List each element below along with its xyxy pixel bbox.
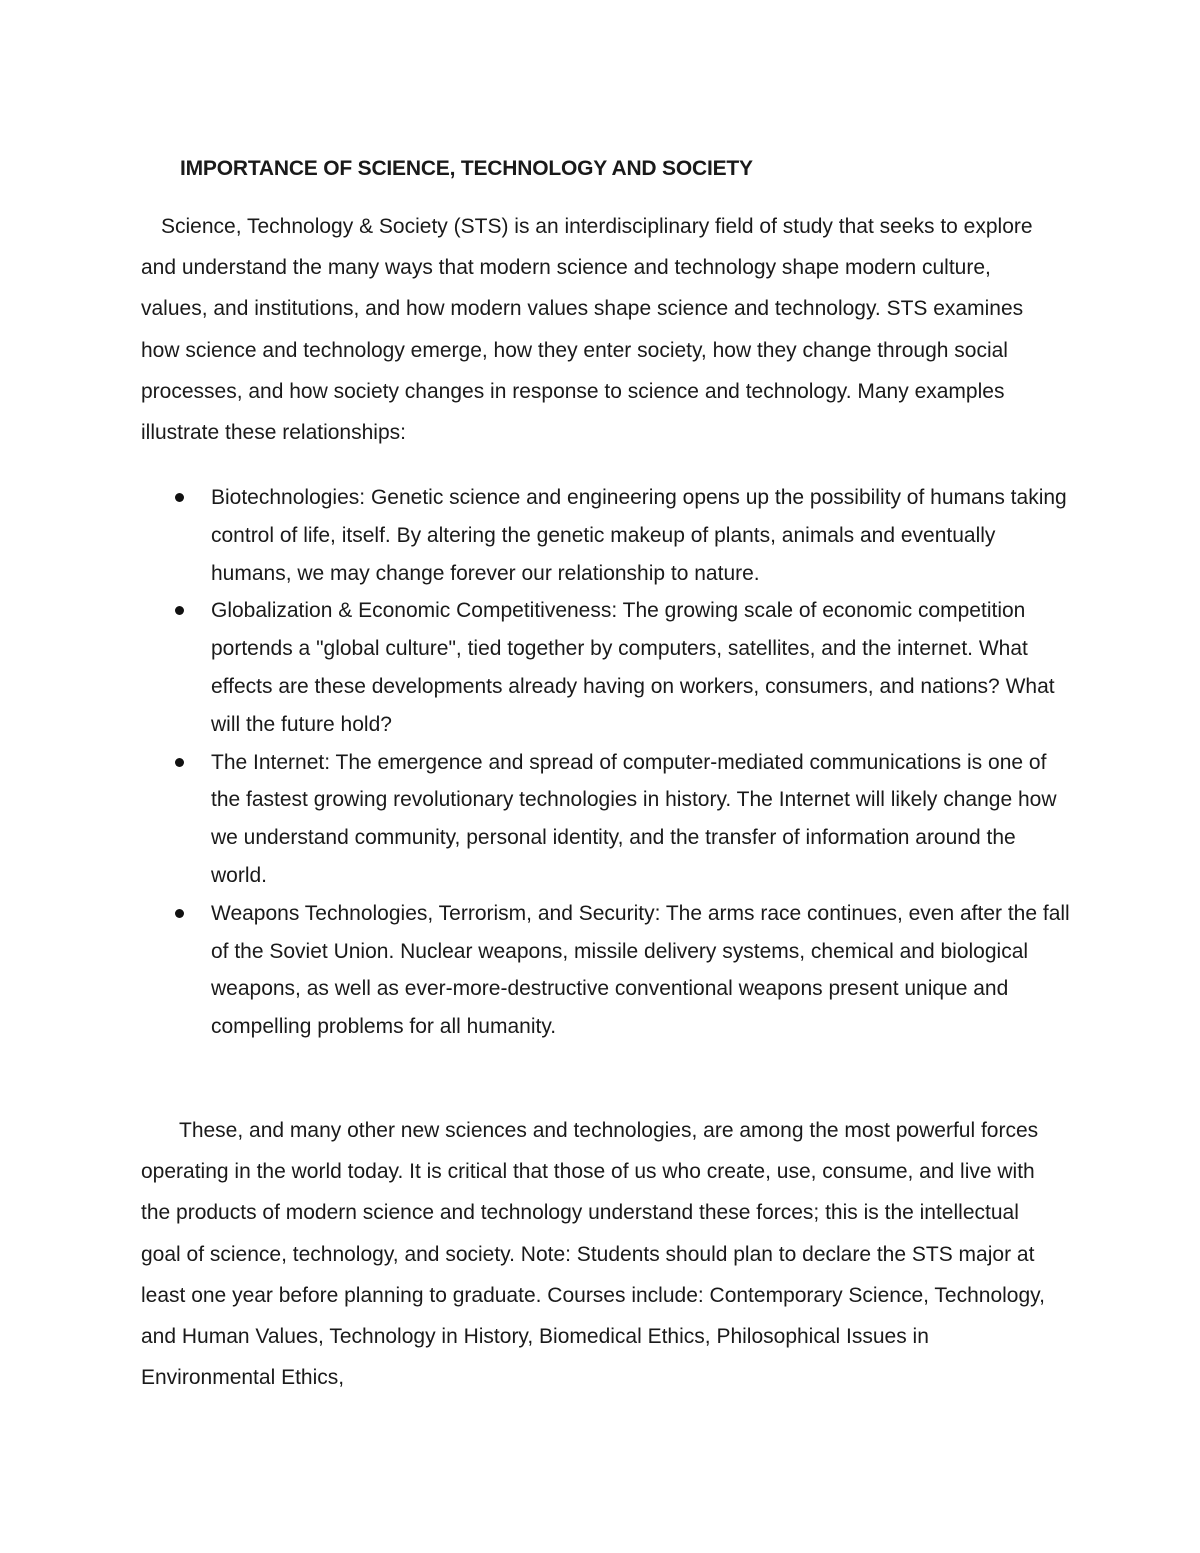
bullet-icon <box>175 606 184 615</box>
list-item-text: Weapons Technologies, Terrorism, and Security: The arms race continues, even after the fall of the Soviet Union. Nuclear weapons, missile delivery systems, chemical and biological weapons, as well as ever-more-destructive conventional weapons present unique and compelling problems for all humanity. <box>211 901 1070 1039</box>
bullet-icon <box>175 493 184 502</box>
bullet-icon <box>175 758 184 767</box>
intro-paragraph-text: Science, Technology & Society (STS) is an interdisciplinary field of study that seeks to explore and understand the many ways that modern science and technology shape modern culture, values, and institutions, and how modern values shape science and technology. STS examines how science and technology emerge, how they enter society, how they change through social processes, and how society changes in response to science and technology. Many examples illustrate these relationships: <box>141 215 1033 445</box>
bullet-icon <box>175 909 184 918</box>
closing-paragraph <box>141 1110 1061 1398</box>
list-item-text: Biotechnologies: Genetic science and engineering opens up the possibility of humans taking control of life, itself. By altering the genetic makeup of plants, animals and eventually humans, we may change forever our relationship to nature. <box>211 486 1067 585</box>
list-item <box>211 895 1071 1046</box>
closing-paragraph-text: These, and many other new sciences and technologies, are among the most powerful forces operating in the world today. It is critical that those of us who create, use, consume, and live with the products of modern science and technology understand these forces; this is the intellectual goal of science, technology, and society. Note: Students should plan to declare the STS major at least one year before planning to graduate. Courses include: Contemporary Science, Technology, and Human Values, Technology in History, Biomedical Ethics, Philosophical Issues in Environmental Ethics, <box>141 1119 1045 1390</box>
examples-list <box>211 479 1071 1046</box>
list-item <box>211 592 1071 743</box>
list-item-text: The Internet: The emergence and spread of computer-mediated communications is one of the fastest growing revolutionary technologies in history. The Internet will likely change how we understand community, personal identity, and the transfer of information around the world. <box>211 750 1057 887</box>
list-item <box>211 479 1071 592</box>
list-item-text: Globalization & Economic Competitiveness: The growing scale of economic competition portends a "global culture", tied together by computers, satellites, and the internet. What effects are these developments already having on workers, consumers, and nations? What will the future hold? <box>211 599 1055 736</box>
intro-paragraph <box>141 206 1061 453</box>
list-item <box>211 744 1071 895</box>
document-title: IMPORTANCE OF SCIENCE, TECHNOLOGY AND SOCIETY <box>180 157 753 180</box>
